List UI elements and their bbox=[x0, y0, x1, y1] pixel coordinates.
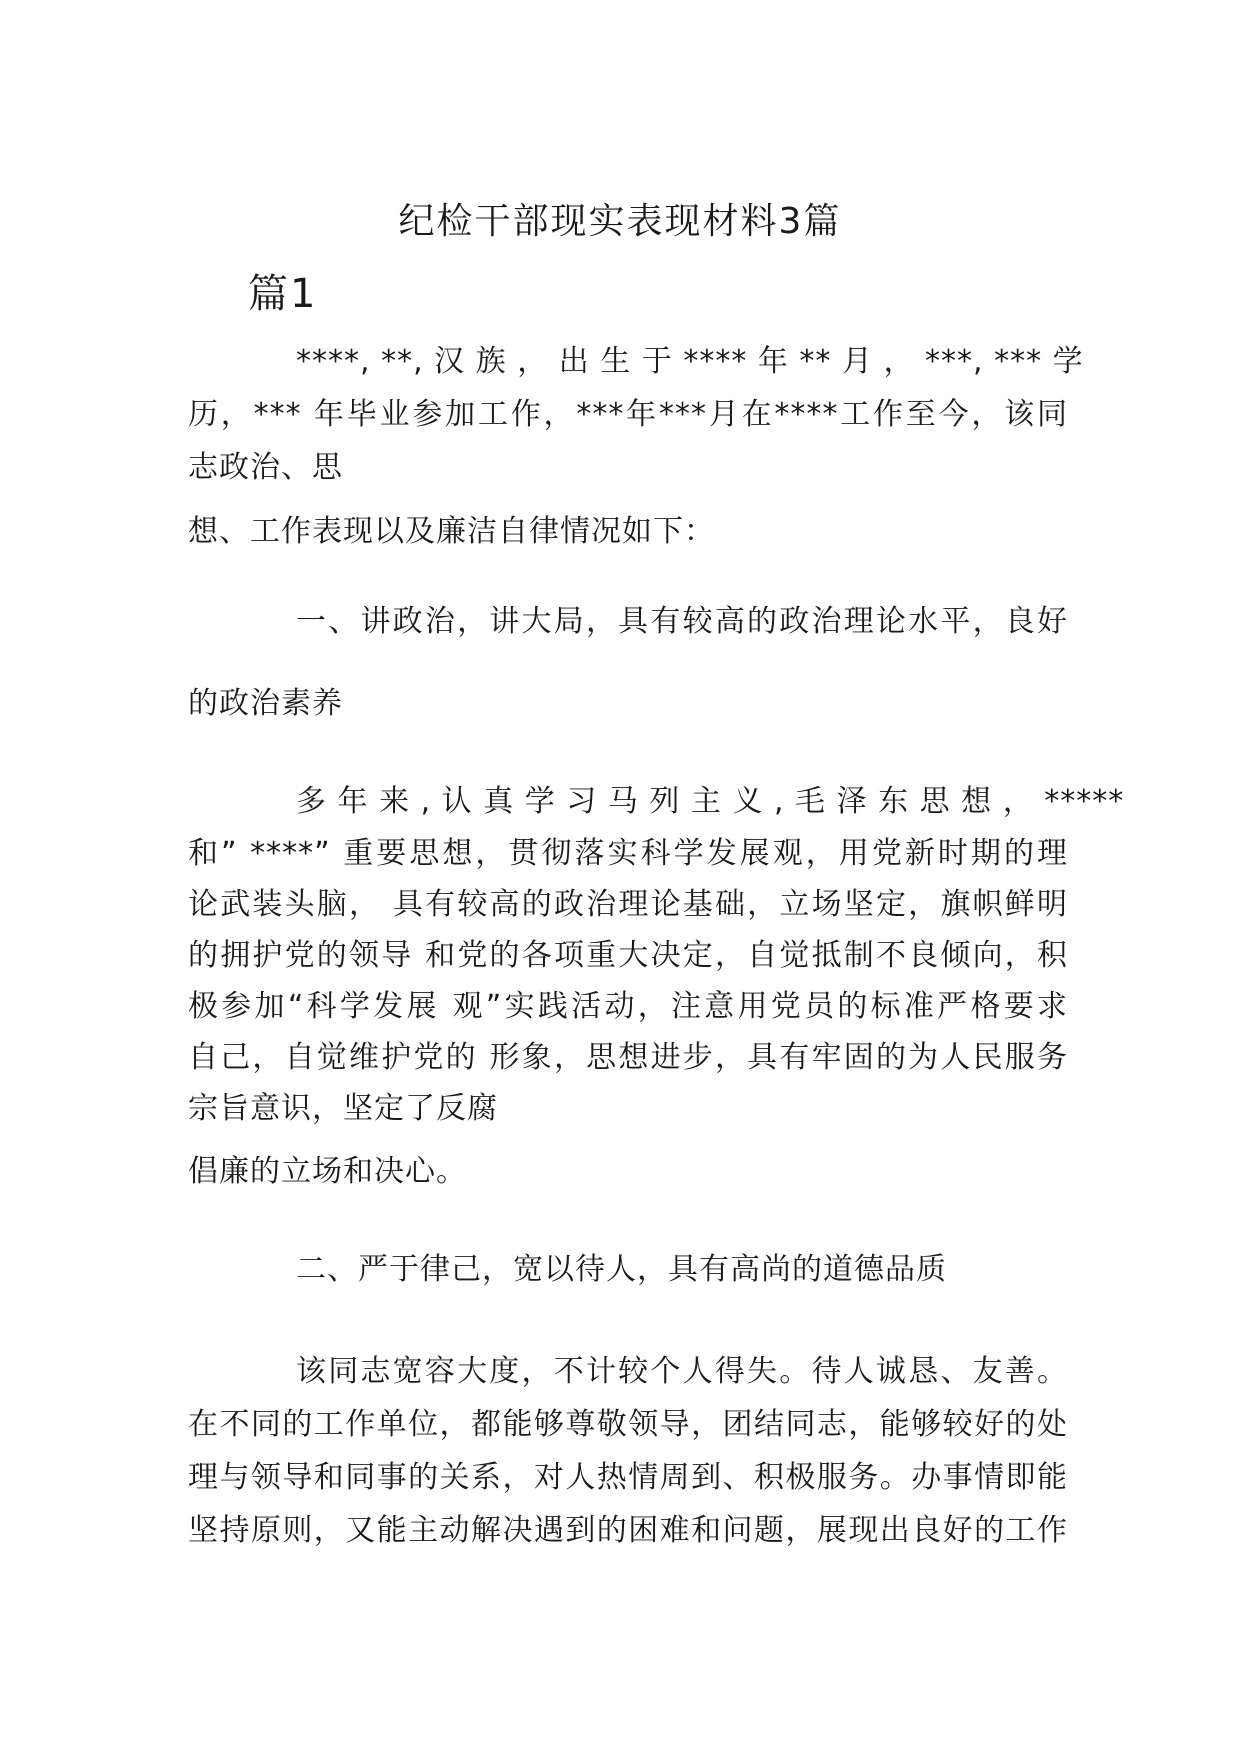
paragraph-line: 的拥护党的领导 和党的各项重大决定，自觉抵制不良倾向，积 bbox=[188, 938, 1068, 973]
paragraph-line: 想、工作表现以及廉洁自律情况如下： bbox=[188, 514, 715, 549]
paragraph-line: ****, **, 汉 族 ， 出 生 于 **** 年 ** 月 ， ***, *** 学 bbox=[296, 344, 1084, 379]
document-title: 纪检干部现实表现材料3篇 bbox=[398, 201, 842, 242]
paragraph-line: 该同志宽容大度，不计较个人得失。待人诚恳、友善。 bbox=[296, 1354, 1068, 1389]
paragraph-line: 坚持原则，又能主动解决遇到的困难和问题，展现出良好的工作 bbox=[188, 1513, 1068, 1548]
paragraph-line: 和” ****” 重要思想，贯彻落实科学发展观，用党新时期的理 bbox=[188, 836, 1068, 871]
paragraph-line: 极参加“科学发展 观”实践活动，注意用党员的标准严格要求 bbox=[188, 989, 1068, 1024]
section-heading-line: 的政治素养 bbox=[188, 686, 343, 721]
paragraph-line: 自己，自觉维护党的 形象，思想进步，具有牢固的为人民服务 bbox=[188, 1040, 1068, 1075]
paragraph-line: 历，*** 年毕业参加工作，***年***月在****工作至今，该同 bbox=[188, 397, 1068, 432]
paragraph-line: 理与领导和同事的关系，对人热情周到、积极服务。办事情即能 bbox=[188, 1460, 1068, 1495]
section-heading-line: 二、严于律己，宽以待人，具有高尚的道德品质 bbox=[296, 1252, 947, 1287]
paragraph-line: 在不同的工作单位，都能够尊敬领导，团结同志，能够较好的处 bbox=[188, 1407, 1068, 1442]
paragraph-line: 宗旨意识，坚定了反腐 bbox=[188, 1091, 498, 1126]
section-heading: 篇1 bbox=[248, 271, 318, 317]
paragraph-line: 多 年 来 , 认 真 学 习 马 列 主 义 , 毛 泽 东 思 想 ， ***** bbox=[296, 784, 1125, 819]
paragraph-line: 志政治、思 bbox=[188, 450, 343, 485]
section-heading-line: 一、讲政治，讲大局，具有较高的政治理论水平，良好 bbox=[296, 604, 1068, 639]
paragraph-line: 论武装头脑， 具有较高的政治理论基础，立场坚定，旗帜鲜明 bbox=[188, 887, 1068, 922]
paragraph-line: 倡廉的立场和决心。 bbox=[188, 1154, 467, 1189]
